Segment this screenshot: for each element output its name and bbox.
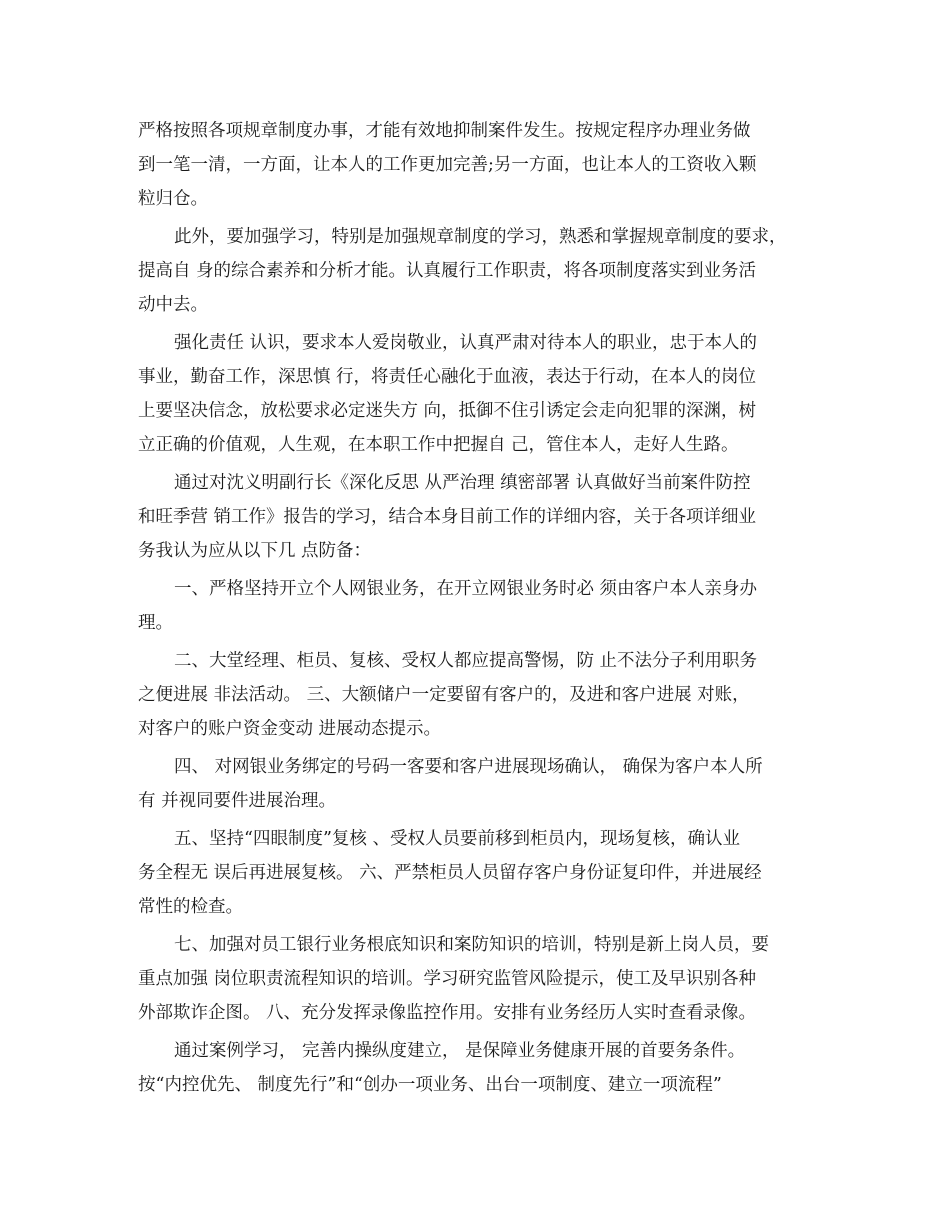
text-line: 务全程无 误后再进展复核。 六、严禁柜员人员留存客户身份证复印件，并进展经 [138,863,762,883]
text-line: 事业，勤奋工作，深思慎 行，将责任心融化于血液，表达于行动，在本人的岗位 [138,367,757,387]
text-line: 上要坚决信念，放松要求必定迷失方 向，抵御不住引诱定会走向犯罪的深渊，树 [138,401,757,421]
text-line: 理。 [138,613,173,633]
paragraph-first-line: 七、加强对员工银行业务根底知识和案防知识的培训，特别是新上岗人员，要 [174,935,769,955]
paragraph-first-line: 通过对沈义明副行长《深化反思 从严治理 缜密部署 认真做好当前案件防控 [174,473,751,493]
paragraph-first-line: 此外，要加强学习，特别是加强规章制度的学习，熟悉和掌握规章制度的要求， [174,227,787,247]
paragraph-first-line: 通过案例学习， 完善内操纵度建立， 是保障业务健康开展的首要务条件。 [174,1041,746,1061]
paragraph-first-line: 五、坚持“四眼制度”复核 、受权人员要前移到柜员内，现场复核，确认业 [174,829,740,849]
paragraph-first-line: 一、严格坚持开立个人网银业务，在开立网银业务时必 须由客户本人亲身办 [174,579,758,599]
paragraph-first-line: 四、 对网银业务绑定的号码一客要和客户进展现场确认， 确保为客户本人所 [174,757,763,777]
text-line: 按“内控优先、 制度先行”和“创办一项业务、出台一项制度、建立一项流程” [138,1075,722,1095]
text-line: 提高自 身的综合素养和分析才能。认真履行工作职责，将各项制度落实到业务活 [138,261,757,281]
text-line: 常性的检查。 [138,897,243,917]
text-line: 有 并视同要件进展治理。 [138,791,337,811]
text-line: 严格按照各项规章制度办事，才能有效地抑制案件发生。按规定程序办理业务做 [138,121,751,141]
text-line: 务我认为应从以下几 点防备： [138,541,372,561]
text-line: 重点加强 岗位职责流程知识的培训。学习研究监管风险提示，使工及早识别各种 [138,969,757,989]
text-line: 和旺季营 销工作》报告的学习，结合本身目前工作的详细内容，关于各项详细业 [138,507,757,527]
text-line: 动中去。 [138,295,208,315]
text-line: 外部欺诈企图。 八、充分发挥录像监控作用。安排有业务经历人实时查看录像。 [138,1003,757,1023]
paragraph-first-line: 强化责任 认识，要求本人爱岗敬业，认真严肃对待本人的职业，忠于本人的 [174,333,758,353]
text-line: 对客户的账户资金变动 进展动态提示。 [138,719,442,739]
text-line: 到一笔一清，一方面，让本人的工作更加完善;另一方面，也让本人的工资收入颗 [138,155,757,175]
paragraph-first-line: 二、大堂经理、柜员、复核、受权人都应提高警惕，防 止不法分子利用职务 [174,651,758,671]
text-line: 立正确的价值观，人生观，在本职工作中把握自 己，管住本人，走好人生路。 [138,435,739,455]
text-line: 之便进展 非法活动。 三、大额储户一定要留有客户的，及进和客户进展 对账， [138,685,750,705]
text-line: 粒归仓。 [138,189,208,209]
